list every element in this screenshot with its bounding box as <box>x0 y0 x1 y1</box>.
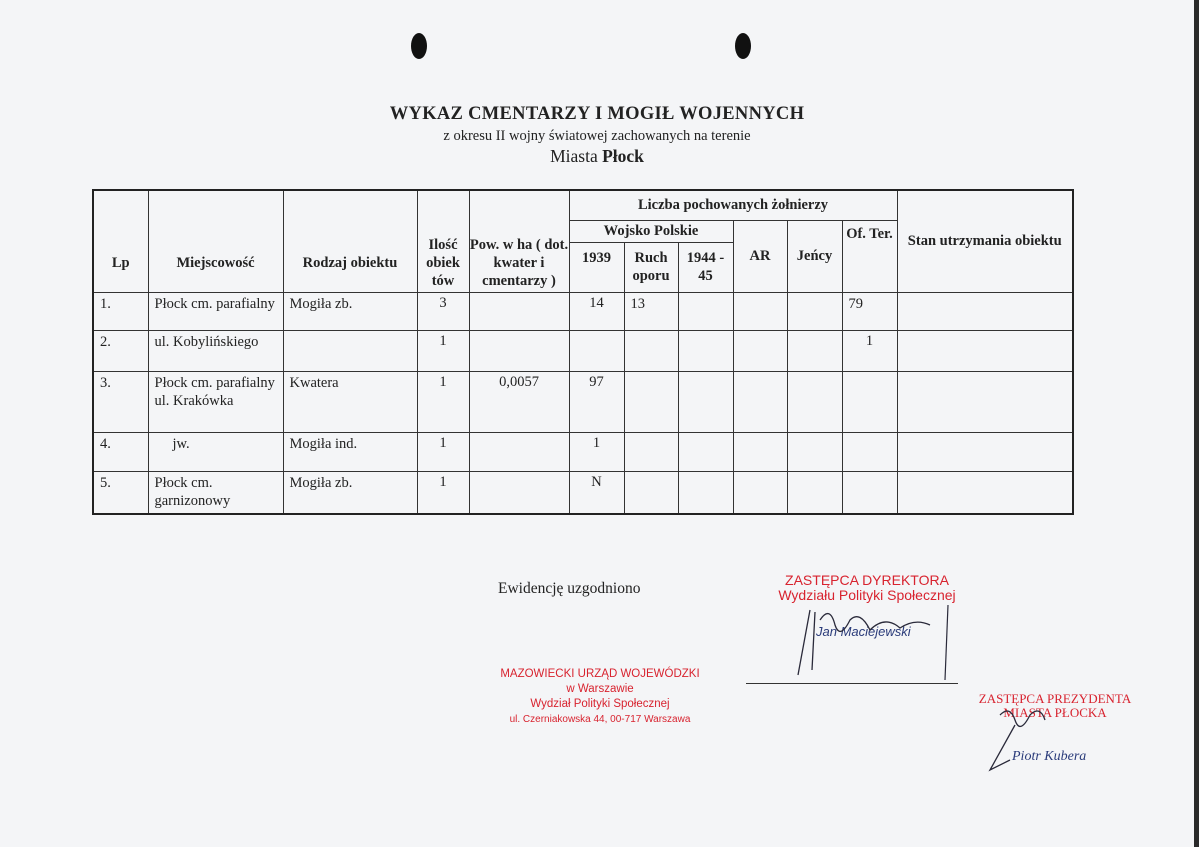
cell-ar <box>733 292 787 330</box>
deputy-director-line2: Wydziału Polityki Społecznej <box>778 587 956 603</box>
cell-ilosc: 1 <box>417 330 469 371</box>
cell-rodzaj: Mogiła zb. <box>283 292 417 330</box>
cell-ilosc: 1 <box>417 471 469 514</box>
cell-1944 <box>678 432 733 471</box>
cell-rodzaj: Mogiła ind. <box>283 432 417 471</box>
office-stamp-line3: Wydział Polityki Społecznej <box>530 698 670 710</box>
cell-jency <box>787 371 842 432</box>
place-name: Płock <box>602 146 644 166</box>
deputy-director-signature <box>790 600 960 685</box>
cell-1939: 14 <box>569 292 624 330</box>
header-ruch: Ruch oporu <box>624 242 678 292</box>
cell-miejscowosc: Płock cm. garnizonowy <box>148 471 283 514</box>
deputy-president-line1: ZASTĘPCA PREZYDENTA <box>978 691 1132 706</box>
cell-of <box>842 371 897 432</box>
office-stamp-line2: w Warszawie <box>566 683 634 695</box>
table-row <box>93 432 1073 471</box>
cell-lp: 2. <box>93 330 148 371</box>
cell-ruch <box>624 471 678 514</box>
table-row <box>93 471 1073 514</box>
cell-stan <box>897 432 1073 471</box>
cell-1939: N <box>569 471 624 514</box>
header-of: Of. Ter. <box>842 220 897 292</box>
cell-ar <box>733 432 787 471</box>
deputy-director-line1: ZASTĘPCA DYREKTORA <box>785 572 949 588</box>
cell-jency <box>787 292 842 330</box>
cell-1939: 97 <box>569 371 624 432</box>
cell-ruch: 13 <box>624 292 678 330</box>
cell-stan <box>897 292 1073 330</box>
office-stamp-line1: MAZOWIECKI URZĄD WOJEWÓDZKI <box>500 668 700 680</box>
cell-jency <box>787 432 842 471</box>
scan-edge <box>1194 0 1199 847</box>
cell-rodzaj: Kwatera <box>283 371 417 432</box>
cell-1944 <box>678 371 733 432</box>
document-place <box>0 146 1194 167</box>
cell-1939 <box>569 330 624 371</box>
cell-ar <box>733 371 787 432</box>
deputy-director-stamp <box>762 573 972 603</box>
cell-jency <box>787 330 842 371</box>
deputy-president-signature <box>985 700 1065 775</box>
header-stan: Stan utrzymania obiektu <box>897 190 1073 292</box>
cell-pow: 0,0057 <box>469 371 569 432</box>
cell-miejscowosc: ul. Kobylińskiego <box>148 330 283 371</box>
punch-hole <box>411 33 427 59</box>
cell-of <box>842 471 897 514</box>
cell-stan <box>897 371 1073 432</box>
cell-rodzaj: Mogiła zb. <box>283 471 417 514</box>
header-ar: AR <box>733 220 787 292</box>
cell-of <box>842 432 897 471</box>
table-row <box>93 371 1073 432</box>
cell-stan <box>897 471 1073 514</box>
deputy-president-name: Piotr Kubera <box>1012 749 1087 764</box>
cell-ilosc: 1 <box>417 371 469 432</box>
cell-pow <box>469 330 569 371</box>
cell-pow <box>469 432 569 471</box>
header-1939: 1939 <box>569 242 624 292</box>
document-title: WYKAZ CMENTARZY I MOGIŁ WOJENNYCH <box>389 104 805 124</box>
cell-1944 <box>678 292 733 330</box>
deputy-president-line2: MIASTA PŁOCKA <box>1003 705 1107 720</box>
header-jency: Jeńcy <box>787 220 842 292</box>
document-subtitle: z okresu II wojny światowej zachowanych na terenie <box>443 128 751 144</box>
table-row <box>93 330 1073 371</box>
cell-lp: 3. <box>93 371 148 432</box>
agreement-text: Ewidencję uzgodniono <box>498 580 641 597</box>
cell-miejscowosc: Płock cm. parafialny <box>148 292 283 330</box>
cell-ruch <box>624 371 678 432</box>
cell-ruch <box>624 330 678 371</box>
cell-1944 <box>678 330 733 371</box>
place-prefix: Miasta <box>550 146 598 166</box>
signature-line <box>746 683 958 684</box>
header-lp: Lp <box>93 190 148 292</box>
cell-pow <box>469 471 569 514</box>
cell-rodzaj <box>283 330 417 371</box>
cell-of: 1 <box>842 330 897 371</box>
cell-miejscowosc: jw. <box>148 432 283 471</box>
cemetery-table <box>92 189 1074 515</box>
cell-jency <box>787 471 842 514</box>
office-stamp <box>500 667 700 727</box>
header-1944: 1944 - 45 <box>678 242 733 292</box>
deputy-director-name: Jan Maciejewski <box>816 624 911 639</box>
cell-ruch <box>624 432 678 471</box>
header-pow: Pow. w ha ( dot. kwater i cmentarzy ) <box>469 190 569 292</box>
header-liczba: Liczba pochowanych żołnierzy <box>569 190 897 220</box>
cell-ar <box>733 471 787 514</box>
cell-1939: 1 <box>569 432 624 471</box>
cell-miejscowosc: Płock cm. parafialny ul. Krakówka <box>148 371 283 432</box>
office-stamp-line4: ul. Czerniakowska 44, 00-717 Warszawa <box>509 714 691 725</box>
cell-ilosc: 3 <box>417 292 469 330</box>
header-ilosc: Ilość obiek tów <box>417 190 469 292</box>
table-row <box>93 292 1073 330</box>
cell-1944 <box>678 471 733 514</box>
punch-hole <box>735 33 751 59</box>
header-rodzaj: Rodzaj obiektu <box>283 190 417 292</box>
cell-ilosc: 1 <box>417 432 469 471</box>
header-miejscowosc: Miejscowość <box>148 190 283 292</box>
cell-lp: 1. <box>93 292 148 330</box>
header-wojsko: Wojsko Polskie <box>569 220 733 242</box>
cell-pow <box>469 292 569 330</box>
cell-stan <box>897 330 1073 371</box>
cell-ar <box>733 330 787 371</box>
cell-of: 79 <box>842 292 897 330</box>
cell-lp: 4. <box>93 432 148 471</box>
cell-lp: 5. <box>93 471 148 514</box>
